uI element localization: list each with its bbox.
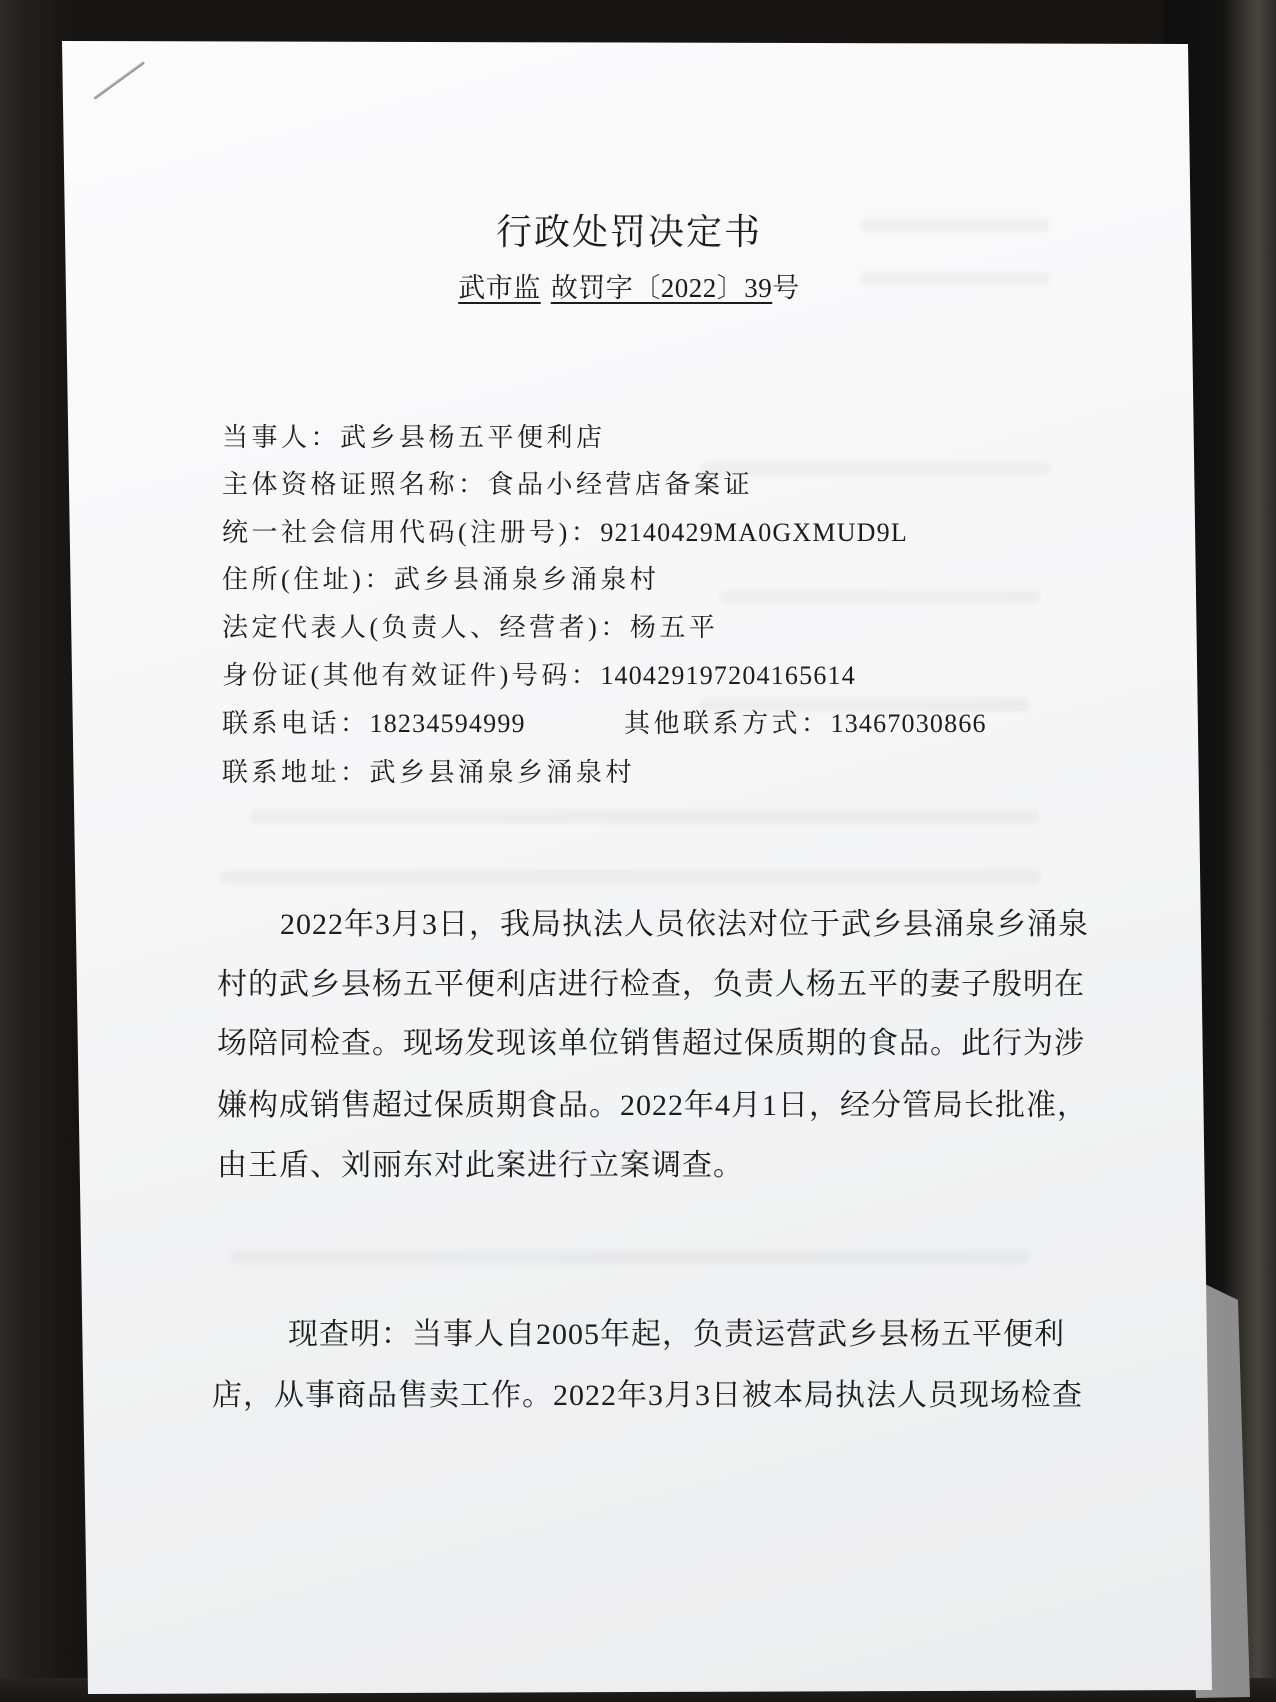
paragraph-1-line: 嫌构成销售超过保质期食品。2022年4月1日，经分管局长批准， [217,1089,1088,1122]
table-surface-left [0,0,72,1702]
id-number-line [222,652,856,700]
contact-phone-line [222,700,1122,748]
residence-line [222,556,659,604]
license-name-label: 主体资格证照名称： [222,470,488,499]
credit-code-value: 92140429MA0GXMUD9L [600,518,908,547]
residence-label: 住所(住址)： [222,565,394,594]
case-number-issuer: 武市监 [458,273,541,303]
paragraph-1-line: 场陪同检查。现场发现该单位销售超过保质期的食品。此行为涉 [217,1027,1085,1060]
paragraph-2-line: 现查明：当事人自2005年起，负责运营武乡县杨五平便利 [288,1318,1065,1351]
legal-representative-line [222,604,718,652]
party-name-label: 当事人： [222,423,341,452]
case-number-code: 故罚字〔2022〕39 [550,273,773,303]
other-contact-value: 13467030866 [830,709,987,738]
other-contact-label: 其他联系方式： [624,709,831,738]
paragraph-2-line: 店，从事商品售卖工作。2022年3月3日被本局执法人员现场检查 [212,1379,1083,1412]
address-value: 武乡县涌泉乡涌泉村 [369,758,636,787]
paragraph-1-line: 村的武乡县杨五平便利店进行检查，负责人杨五平的妻子殷明在 [217,968,1085,1001]
license-name-value: 食品小经营店备案证 [487,470,754,499]
case-number-suffix: 号 [772,273,800,303]
paragraph-1-line: 2022年3月3日，我局执法人员依法对位于武乡县涌泉乡涌泉 [280,908,1089,941]
address-line [222,749,635,797]
credit-code-line [222,509,908,557]
bleed-through-mark [860,218,1050,232]
party-info-block [222,414,1122,798]
residence-value: 武乡县涌泉乡涌泉村 [393,565,660,594]
id-number-value: 140429197204165614 [600,661,856,690]
license-name-line [222,461,753,509]
paragraph-1-line: 由王盾、刘丽东对此案进行立案调查。 [217,1149,744,1182]
case-number [329,270,929,306]
bleed-through-mark [230,1250,1030,1264]
id-number-label: 身份证(其他有效证件)号码： [222,661,601,690]
other-contact [624,700,987,748]
document-title: 行政处罚决定书 [495,212,762,252]
legal-representative-value: 杨五平 [629,613,719,642]
bleed-through-mark [220,870,1040,884]
party-name-value: 武乡县杨五平便利店 [340,423,606,452]
phone-label: 联系电话： [222,709,370,738]
legal-representative-label: 法定代表人(负责人、经营者)： [222,613,630,642]
address-label: 联系地址： [222,758,370,787]
party-name-line [222,414,606,462]
phone-value: 18234594999 [369,709,526,738]
bleed-through-mark [250,810,1040,824]
credit-code-label: 统一社会信用代码(注册号)： [222,518,601,547]
